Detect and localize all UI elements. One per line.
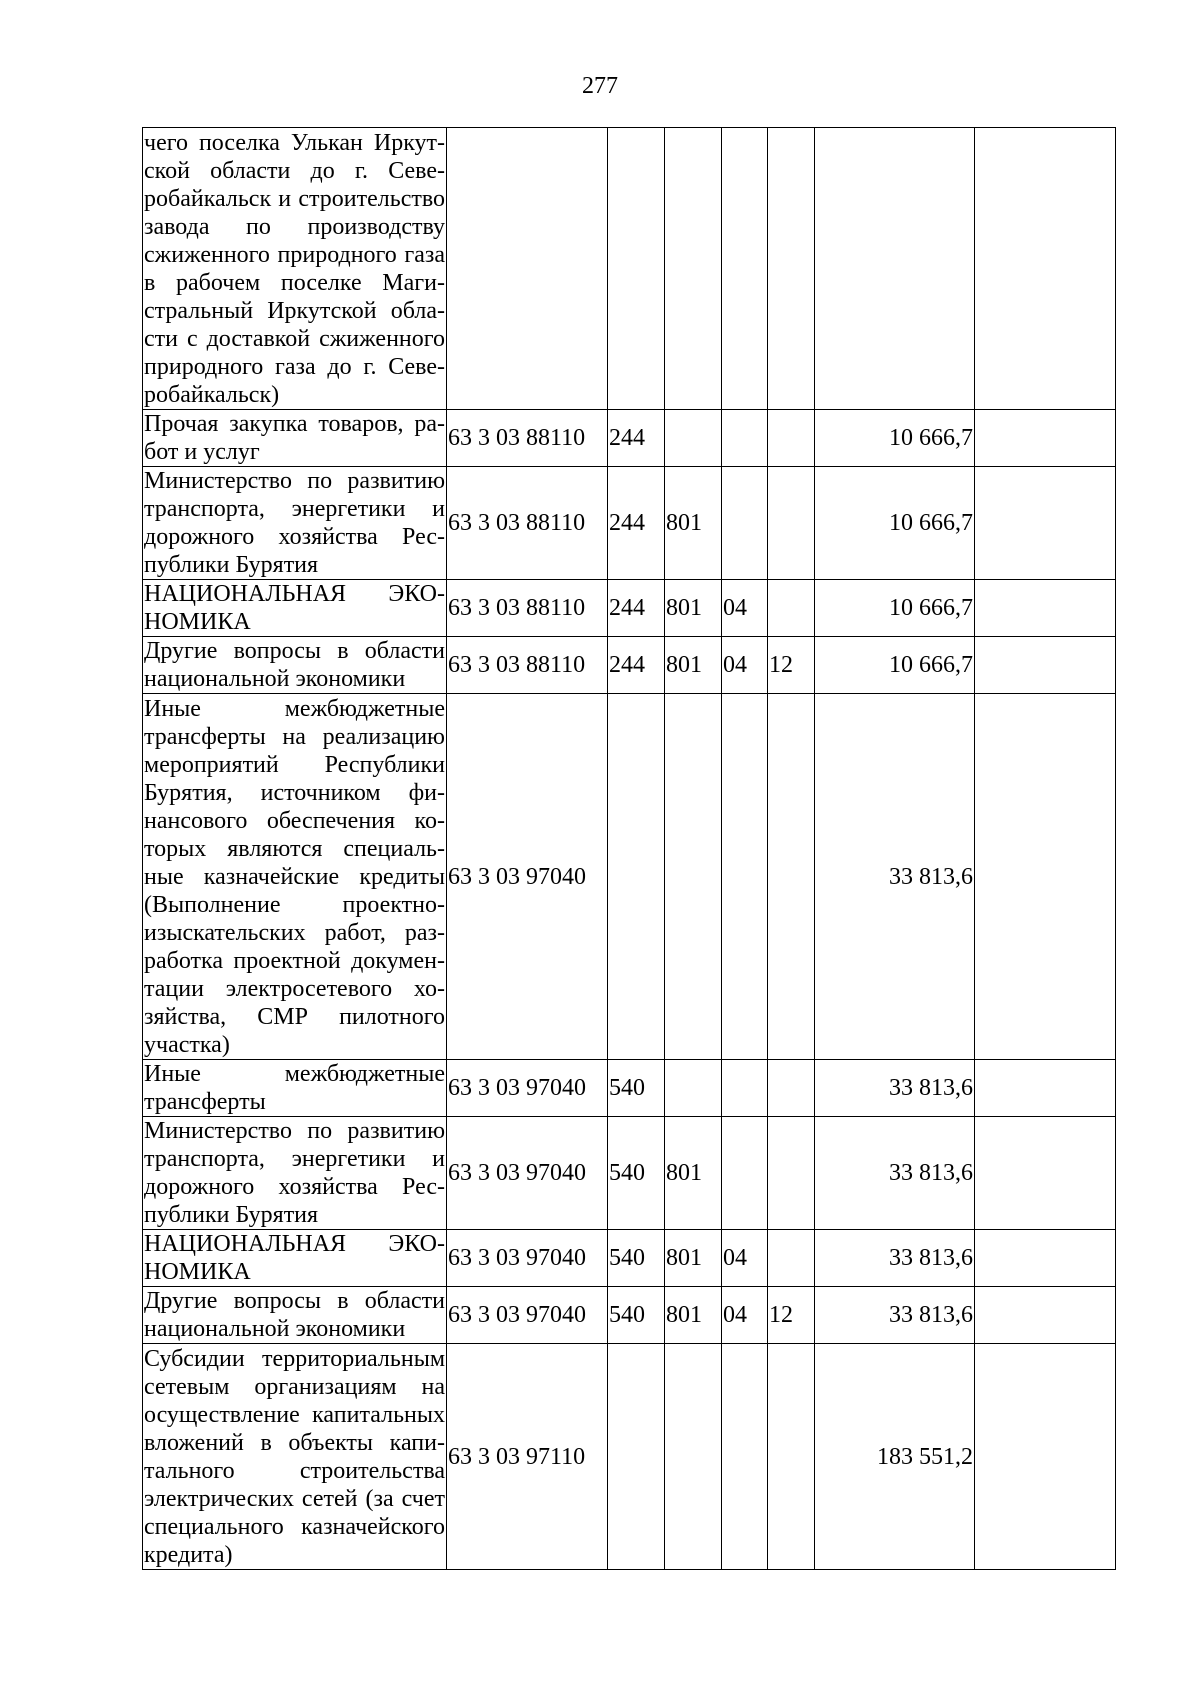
- table-row: [143, 410, 1116, 467]
- section-cell: 04: [722, 637, 768, 694]
- extra-cell: [975, 1287, 1116, 1344]
- extra-cell: [975, 580, 1116, 637]
- section-cell: 04: [722, 1230, 768, 1287]
- ministry-code-cell: [665, 1344, 722, 1570]
- row-name-cell: Иные межбюджетные трансферты: [144, 1061, 445, 1115]
- expense-type-cell: [608, 128, 665, 410]
- subsection-cell: [768, 1117, 815, 1230]
- ministry-code-cell: 801: [665, 1117, 722, 1230]
- subsection-cell: [768, 1230, 815, 1287]
- amount-cell: 183 551,2: [815, 1344, 975, 1570]
- target-article-cell: [447, 128, 608, 410]
- extra-cell: [975, 410, 1116, 467]
- section-cell: [722, 128, 768, 410]
- extra-cell: [975, 467, 1116, 580]
- extra-cell: [975, 1230, 1116, 1287]
- table-row: [143, 1344, 1116, 1570]
- ministry-code-cell: 801: [665, 1287, 722, 1344]
- section-cell: [722, 694, 768, 1060]
- expense-type-cell: 540: [608, 1117, 665, 1230]
- row-name-cell: Прочая закупка товаров, работ и услуг: [144, 411, 445, 465]
- target-article-cell: 63 3 03 97110: [447, 1344, 608, 1570]
- target-article-cell: 63 3 03 88110: [447, 637, 608, 694]
- expense-type-cell: 244: [608, 410, 665, 467]
- amount-cell: 33 813,6: [815, 1230, 975, 1287]
- extra-cell: [975, 1117, 1116, 1230]
- subsection-cell: [768, 580, 815, 637]
- section-cell: [722, 1117, 768, 1230]
- target-article-cell: 63 3 03 97040: [447, 1117, 608, 1230]
- section-cell: 04: [722, 580, 768, 637]
- amount-cell: 33 813,6: [815, 1287, 975, 1344]
- subsection-cell: [768, 128, 815, 410]
- expense-type-cell: 244: [608, 580, 665, 637]
- subsection-cell: 12: [768, 1287, 815, 1344]
- ministry-code-cell: [665, 694, 722, 1060]
- target-article-cell: 63 3 03 88110: [447, 410, 608, 467]
- expense-type-cell: 244: [608, 637, 665, 694]
- expense-type-cell: 540: [608, 1230, 665, 1287]
- target-article-cell: 63 3 03 97040: [447, 694, 608, 1060]
- table-row: [143, 1060, 1116, 1117]
- row-name-cell: Министерство по развитию транспорта, энергетики и дорожного хозяйства Республики Бурятия: [144, 468, 445, 578]
- section-cell: [722, 1344, 768, 1570]
- section-cell: [722, 1060, 768, 1117]
- extra-cell: [975, 128, 1116, 410]
- subsection-cell: [768, 410, 815, 467]
- table-row: [143, 580, 1116, 637]
- row-name-cell: Субсидии территориальным сетевым организациям на осуществление капитальных вложений в объекты капитального строительства электрических сетей (за счет специального казначейского кредита): [144, 1345, 445, 1568]
- extra-cell: [975, 637, 1116, 694]
- expense-type-cell: [608, 1344, 665, 1570]
- target-article-cell: 63 3 03 97040: [447, 1230, 608, 1287]
- table-row: [143, 1117, 1116, 1230]
- ministry-code-cell: [665, 1060, 722, 1117]
- amount-cell: 10 666,7: [815, 467, 975, 580]
- subsection-cell: [768, 694, 815, 1060]
- section-cell: [722, 467, 768, 580]
- amount-cell: 10 666,7: [815, 580, 975, 637]
- row-name-cell: НАЦИОНАЛЬНАЯ ЭКОНОМИКА: [144, 581, 445, 635]
- target-article-cell: 63 3 03 97040: [447, 1287, 608, 1344]
- amount-cell: 33 813,6: [815, 694, 975, 1060]
- target-article-cell: 63 3 03 97040: [447, 1060, 608, 1117]
- expense-type-cell: [608, 694, 665, 1060]
- expense-type-cell: 540: [608, 1060, 665, 1117]
- ministry-code-cell: 801: [665, 637, 722, 694]
- section-cell: 04: [722, 1287, 768, 1344]
- expense-type-cell: 244: [608, 467, 665, 580]
- subsection-cell: 12: [768, 637, 815, 694]
- subsection-cell: [768, 1060, 815, 1117]
- ministry-code-cell: 801: [665, 580, 722, 637]
- row-name-cell: Министерство по развитию транспорта, энергетики и дорожного хозяйства Республики Бурятия: [144, 1118, 445, 1228]
- table-row: [143, 128, 1116, 410]
- extra-cell: [975, 1344, 1116, 1570]
- budget-table: [142, 127, 1116, 1570]
- table-row: [143, 1230, 1116, 1287]
- extra-cell: [975, 694, 1116, 1060]
- amount-cell: 33 813,6: [815, 1117, 975, 1230]
- amount-cell: 33 813,6: [815, 1060, 975, 1117]
- page-number: 277: [582, 73, 618, 99]
- row-name-cell: чего поселка Улькан Иркутской области до г. Северобайкальск и строительство завода по производству сжиженного природного газа в рабочем поселке Магистральный Иркутской области с доставкой сжиженного природного газа до г. Северобайкальск): [144, 129, 445, 408]
- section-cell: [722, 410, 768, 467]
- row-name-cell: НАЦИОНАЛЬНАЯ ЭКОНОМИКА: [144, 1231, 445, 1285]
- extra-cell: [975, 1060, 1116, 1117]
- ministry-code-cell: [665, 128, 722, 410]
- expense-type-cell: 540: [608, 1287, 665, 1344]
- table-row: [143, 694, 1116, 1060]
- row-name-cell: Другие вопросы в области национальной экономики: [144, 638, 445, 692]
- ministry-code-cell: 801: [665, 1230, 722, 1287]
- row-name-cell: Иные межбюджетные трансферты на реализацию мероприятий Республики Бурятия, источником финансового обеспечения которых являются специальные казначейские кредиты (Выполнение проектно-изыскательских работ, разработка проектной документации электросетевого хозяйства, СМР пилотного участка): [144, 695, 445, 1058]
- amount-cell: [815, 128, 975, 410]
- subsection-cell: [768, 467, 815, 580]
- table-row: [143, 637, 1116, 694]
- ministry-code-cell: [665, 410, 722, 467]
- ministry-code-cell: 801: [665, 467, 722, 580]
- target-article-cell: 63 3 03 88110: [447, 580, 608, 637]
- subsection-cell: [768, 1344, 815, 1570]
- amount-cell: 10 666,7: [815, 410, 975, 467]
- amount-cell: 10 666,7: [815, 637, 975, 694]
- table-row: [143, 467, 1116, 580]
- row-name-cell: Другие вопросы в области национальной экономики: [144, 1288, 445, 1342]
- target-article-cell: 63 3 03 88110: [447, 467, 608, 580]
- table-row: [143, 1287, 1116, 1344]
